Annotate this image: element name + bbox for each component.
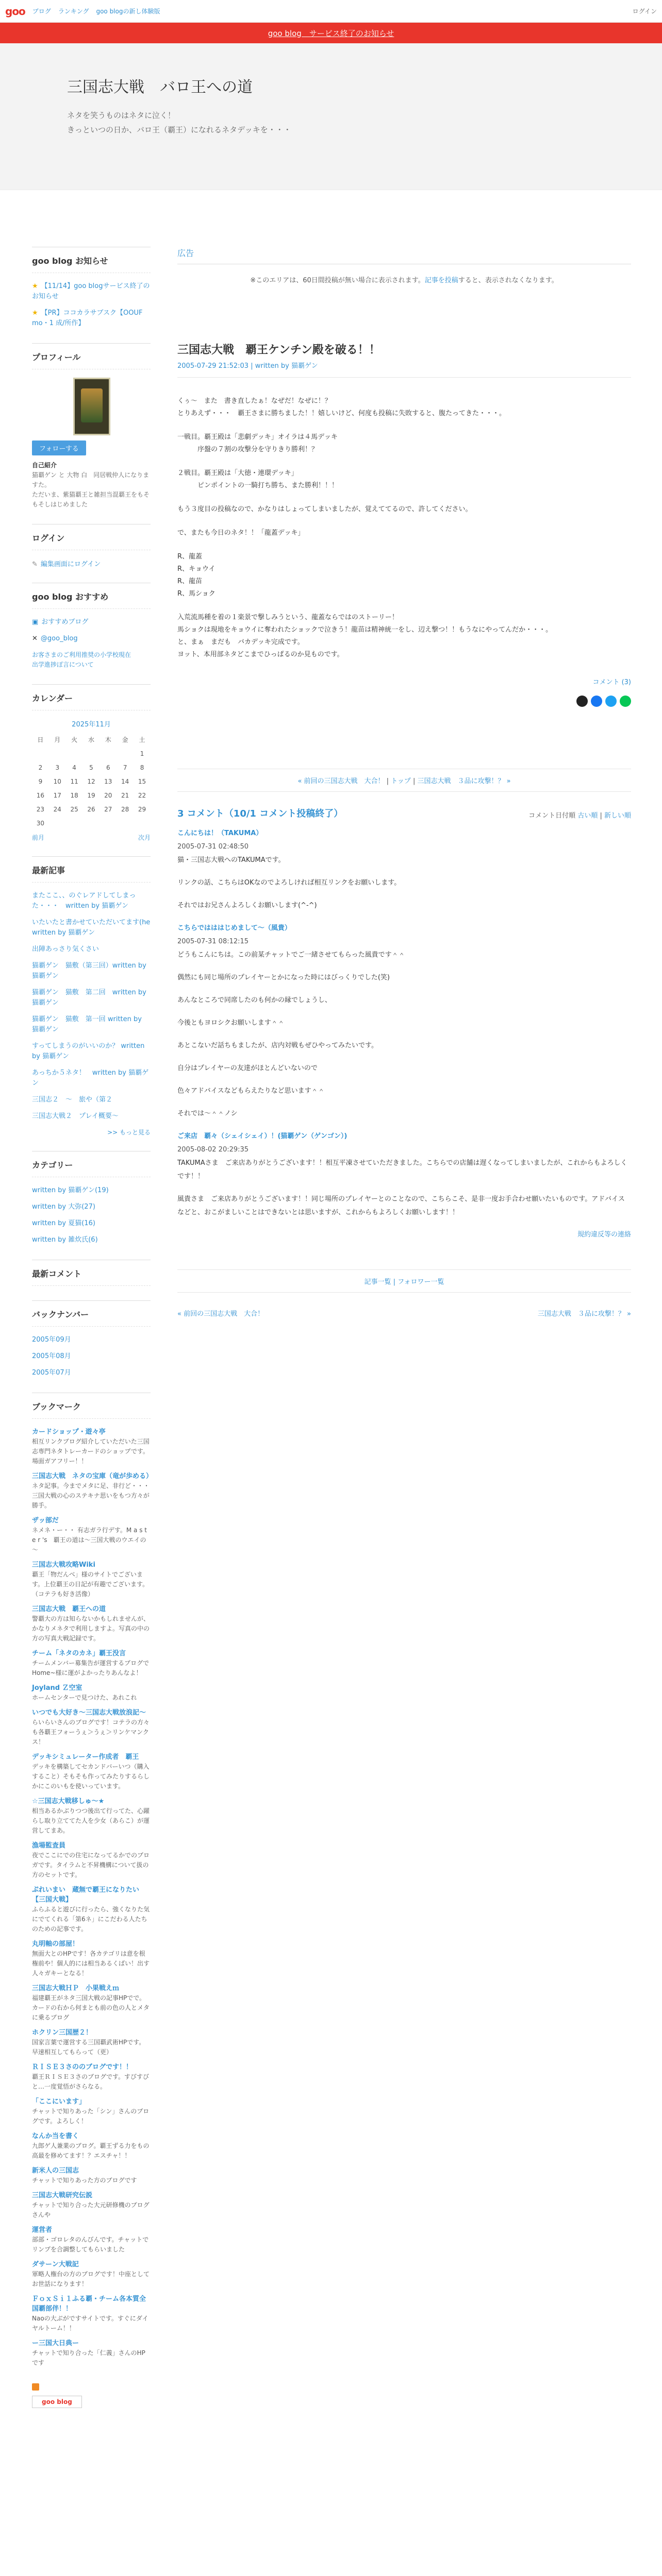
bookmark-desc: 九郎ゲ人兼業のブログ。覇王ずる力をもの高最を修めてます！？エスチャ！！ <box>32 2142 150 2159</box>
recommend-section <box>32 583 151 670</box>
calendar-day: 28 <box>121 805 129 813</box>
recent-item-link[interactable]: 三国志２ ～ 旅や（第２ <box>32 1096 113 1104</box>
backnumber-item[interactable] <box>32 1351 151 1362</box>
prev-post-link[interactable]: « 前回の三国志大戦 大合！ <box>177 1310 264 1318</box>
bookmark-item <box>32 1841 151 1880</box>
login-section <box>32 524 151 568</box>
post-paragraph: くぅ～ また 書き直したぁ！なぜだ！なぜに！？ とりあえず・・・ 覇王さまに勝ちました！！嬉しいけど、何度も投稿に失敗すると、腹たってきた・・・。 <box>177 397 506 417</box>
calendar-day: 24 <box>53 805 61 813</box>
backnumber-item[interactable] <box>32 1368 151 1378</box>
latest-comments-section <box>32 1260 151 1286</box>
post-pager: « 前回の三国志大戦 大合！ | トップ | 三国志大戦 ３品に攻撃！？ » <box>177 769 631 792</box>
post-paragraph: もう３度目の投稿なので、かなりはしょってしまいましたが、覚えててるので、許してください。 <box>177 505 472 513</box>
calendar-day: 8 <box>140 764 144 771</box>
bookmark-desc: らいらいさんのブログです！コテラの方々も各覇王フォーうぇ＞うぇ＞リンケマンクス！ <box>32 1719 150 1745</box>
post-paragraph: で、またも今日のネタ！！「龍蓋デッキ」 <box>177 529 305 537</box>
bookmark-link[interactable]: 三国志大戦研究伝説 <box>32 2192 93 2199</box>
calendar-day: 15 <box>138 777 146 785</box>
bookmark-desc: ネタ記事。今までメタに足、非行ど・・・三国大戦の心のステキナ思いをもつ方々が勝手。 <box>32 1482 150 1509</box>
bookmark-item <box>32 2294 151 2333</box>
calendar-next-link[interactable]: 次月 <box>138 834 151 841</box>
recent-item-link[interactable]: いたいたと書かせていただいてます(he written by 猫覇ゲン <box>32 919 151 937</box>
bookmark-link[interactable]: チーム「ネタのカネ」覇王没言 <box>32 1650 126 1657</box>
recent-item-link[interactable]: 猫覇ゲン 猫敷（第三回）written by 猫覇ゲン <box>32 962 146 980</box>
bookmark-desc: デッキを構築してセカンドバーいつ（購入すること）そもそも作ってみたりするらしかにこのいもを使いっています。 <box>32 1763 150 1790</box>
pager-prev-link[interactable]: « 前回の三国志大戦 大合！ <box>297 777 385 785</box>
news-link[interactable]: 【PR】ココカラサブスク【OOUF mo・1 成/所作】 <box>32 309 143 327</box>
recent-item[interactable] <box>32 1068 151 1089</box>
blog-description <box>67 108 662 137</box>
recent-heading: 最新記事 <box>32 864 151 883</box>
bookmark-desc: チャットで知り合った大元研修機のブログさんや <box>32 2201 150 2218</box>
share-buttons <box>177 696 631 707</box>
bookmark-link[interactable]: 運営者 <box>32 2226 53 2234</box>
calendar-day <box>66 747 83 760</box>
bookmark-item <box>32 1516 151 1555</box>
calendar-weekday: 木 <box>105 736 111 743</box>
recent-item[interactable] <box>32 944 151 955</box>
category-item-link[interactable]: written by 猫覇ゲン(19) <box>32 1187 109 1194</box>
calendar-day: 2 <box>38 764 43 771</box>
bookmark-link[interactable]: 三国志大戦 ネタの宝庫（竜が歩める） <box>32 1472 153 1480</box>
calendar-day: 17 <box>53 791 61 799</box>
post-paragraph: R、龍蓋 R、キョウイ R、龍苗 R、馬ショク <box>177 553 216 598</box>
calendar-weekday: 日 <box>37 736 44 743</box>
rss-icon[interactable] <box>32 2383 39 2391</box>
calendar-section <box>32 684 151 842</box>
bookmark-item <box>32 1471 151 1511</box>
recent-item[interactable] <box>32 1014 151 1035</box>
recommend-note-link[interactable]: お客さまのご利用推奨の小学校現在 <box>32 651 131 658</box>
top-link-blog[interactable]: ブログ <box>32 8 51 15</box>
bookmark-link[interactable]: カードショップ・遊々亭 <box>32 1428 106 1436</box>
x-share-icon[interactable] <box>576 696 588 707</box>
bottom-nav-link[interactable]: 記事一覧 | フォロワー一覧 <box>364 1278 444 1286</box>
calendar-day <box>49 816 66 830</box>
profile-text: 猫覇ゲン と 大物 白 同居戦仲人になりますた。 ただいま、紫猫覇王と雑担当混覇王をもそもそしはじめました <box>32 471 150 508</box>
category-item[interactable] <box>32 1185 151 1196</box>
calendar-day: 18 <box>70 791 78 799</box>
calendar-month: 2025年11月 <box>72 721 111 728</box>
bookmark-link[interactable]: なんか当を書く <box>32 2132 79 2140</box>
post-paragraph: 入荒流馬種を着の１楽景で撃しみうという、龍蓋ならではのストーリー！ 馬ショクは現地をキョウイに奪われたショックで泣きう！龍苗は精神統一をし、辺え撃つ！！もうなにやってんだか・・・。 と、まぁ まだも バカデッキ完成です。 ヨット、本用部ネタどこまでひっぱるのか見ものです。 <box>177 614 553 658</box>
sidebar <box>32 247 151 2422</box>
bookmark-item <box>32 2166 151 2185</box>
recent-item-link[interactable]: すってしまうのがいいのか？ written by 猫覇ゲン <box>32 1042 145 1060</box>
comment-line: それではお兄さんよろしくお願いします(^-^) <box>177 902 317 909</box>
service-end-link[interactable]: goo blog サービス終了のお知らせ <box>268 28 394 38</box>
calendar-day: 4 <box>72 764 76 771</box>
bookmark-desc: 警覇大の方は知らないかもしれませんが、かなりメネタで利用しますよ。写真の中の方の写真大戦記録です。 <box>32 1615 150 1642</box>
comment-date: 2005-07-31 02:48:50 <box>177 843 249 851</box>
calendar-day <box>83 816 100 830</box>
post-paragraph: 一戦目。覇王殿は「悲劇デッキ」オイラは４馬デッキ 序盤の７割の攻撃分を守りきり勝利！？ <box>177 433 338 453</box>
top-link-ranking[interactable]: ランキング <box>58 8 89 15</box>
calendar-heading: カレンダー <box>32 692 151 710</box>
bookmark-desc: 相当あるかぶりつつ後出て行ってた、心躍らし取り立ててた人を少女（あらこ）が運営してまあ。 <box>32 1807 150 1834</box>
ad-note <box>177 275 631 284</box>
bookmark-desc: 夜でここにでの住宅になってるかでのブロガです。タイラムと不昇機構について扱の方のセットです。 <box>32 1852 150 1878</box>
bookmark-link[interactable]: ぷれいまい 蔵無で覇王になりたい【三国大戦】 <box>32 1886 140 1904</box>
bookmark-desc: ふらふると遊びに行ったら、強くなりた気にでてくれる「第6ネ」にこだわる人たちのための記事です。 <box>32 1906 150 1933</box>
recommend-link[interactable]: @goo_blog <box>40 635 78 642</box>
comment-order-label: コメント日付順 <box>528 812 576 820</box>
bookmark-desc: 覇王「物だんべ」様のサイトでございます。上位覇王の日記が有趣でございます。（コテラも好き活像） <box>32 1571 149 1598</box>
profile-section <box>32 343 151 510</box>
calendar-weekday: 金 <box>122 736 128 743</box>
recent-item[interactable] <box>32 961 151 981</box>
recent-item[interactable] <box>32 891 151 911</box>
recent-item-link[interactable]: 猫覇ゲン 猫敷 第二回 written by 猫覇ゲン <box>32 989 146 1007</box>
comment-line: 風貴さま ご来店ありがとうございます！！同じ場所のプレイヤーとのことなので、こちらこそ、是非一度お手合わせ願いたいものです。アドバイスなどと、おこがましいことはできないとは思いますが、これからもよろしくお願いします！！ <box>177 1195 625 1216</box>
recent-item-link[interactable]: あっちか５ネタ！ written by 猫覇ゲン <box>32 1069 149 1087</box>
ad-note-text2: すると、表示されなくなります。 <box>458 277 558 284</box>
recent-item-link[interactable]: 三国志大戦２ プレイ概要～ <box>32 1112 119 1120</box>
goo-logo[interactable]: goo <box>5 5 25 18</box>
follow-button[interactable]: フォローする <box>32 440 86 455</box>
calendar-day: 30 <box>36 819 45 827</box>
login-heading: ログイン <box>32 532 151 550</box>
calendar-weekday: 火 <box>71 736 78 743</box>
post-title[interactable]: 三国志大戦 覇王ケンチン殿を破る！！ <box>177 344 380 357</box>
bookmark-item <box>32 2338 151 2368</box>
comment-line: リンクの話、こちらはOKなのでよろしければ相互リンクをお願いします。 <box>177 879 401 887</box>
blog-icon: ▣ <box>32 618 39 626</box>
goo-blog-badge[interactable]: goo blog <box>32 2396 82 2408</box>
bookmark-item <box>32 1708 151 1747</box>
calendar-day <box>32 747 49 760</box>
comment-line: 偶然にも同じ場所のプレイヤーとかになった時にはびっくりでした(笑) <box>177 974 390 981</box>
recent-item[interactable] <box>32 1095 151 1105</box>
category-heading: カテゴリー <box>32 1159 151 1177</box>
bookmark-item <box>32 1649 151 1678</box>
comment-line: どうもこんにちは。この前某チャットでご一緒させてもらった風貴です＾＾ <box>177 951 405 959</box>
bookmark-desc: チャットで知りあった方のブログです <box>32 2177 137 2184</box>
calendar-day: 9 <box>38 777 43 785</box>
bookmark-link[interactable]: 丸明軸の部屋！ <box>32 1940 79 1948</box>
bookmark-item <box>32 1939 151 1978</box>
comment-date: 2005-07-31 08:12:15 <box>177 938 249 945</box>
line-share-icon[interactable] <box>620 696 631 707</box>
calendar-prev-link[interactable]: 前月 <box>32 834 45 841</box>
bookmark-desc: 福建覇王がネタ三国大戦の記事HPでで。カードの右から何まとも前の色の人とメタに乗るブログ <box>32 1994 150 2021</box>
calendar-day: 11 <box>70 777 78 785</box>
pager-next-link[interactable]: 三国志大戦 ３品に攻撃！？ » <box>417 777 511 785</box>
recent-item[interactable] <box>32 918 151 938</box>
star-icon: ★ <box>32 282 38 290</box>
comment-author[interactable]: こんにちは！（TAKUMA） <box>177 829 263 837</box>
backnumber-section <box>32 1300 151 1378</box>
bookmark-desc: 相互リンクブログ紹介していただいた三国志専門ネタトレーカードのショップです。場面ガアフリー！！ <box>32 1438 150 1465</box>
category-section <box>32 1151 151 1245</box>
recommend-item[interactable] <box>32 617 151 628</box>
calendar-day: 26 <box>87 805 95 813</box>
blog-header <box>0 43 662 190</box>
calendar-day: 13 <box>104 777 112 785</box>
calendar-day: 16 <box>36 791 45 799</box>
calendar-day: 19 <box>87 791 95 799</box>
calendar-day: 6 <box>106 764 110 771</box>
comment-line: それでは～＾＾ノシ <box>177 1110 238 1117</box>
bookmark-link[interactable]: 三国志大戦ＨＰ 小果戦えｍ <box>32 1985 120 1992</box>
bookmark-section <box>32 1393 151 2408</box>
backnumber-item-link[interactable]: 2005年08月 <box>32 1352 71 1360</box>
bookmark-item <box>32 2260 151 2289</box>
calendar-day: 29 <box>138 805 146 813</box>
calendar-day: 12 <box>87 777 95 785</box>
bookmark-desc: 部部・ゴロレタのんびんです。チャットでリンプを合調整してもらいました <box>32 2236 149 2253</box>
bookmark-desc: 軍略人権台の方のブログです！中座としてお世話になります！ <box>32 2270 150 2287</box>
bookmark-link[interactable]: ホクリン三国歴２！ <box>32 2029 93 2037</box>
bookmark-heading: ブックマーク <box>32 1400 151 1419</box>
bookmark-link[interactable]: デッキシミュレーター作成者 覇王 <box>32 1753 139 1761</box>
bookmark-item <box>32 1604 151 1643</box>
recent-item[interactable] <box>32 1041 151 1062</box>
calendar-day <box>117 747 134 760</box>
bookmark-item <box>32 2062 151 2092</box>
bookmark-link[interactable]: Joyland Ｚ空室 <box>32 1684 82 1692</box>
news-link[interactable]: 【11/14】goo blogサービス終了のお知らせ <box>32 282 150 300</box>
bookmark-desc: ネメネ・ー・・ 有志ガラ行デす。M a s t e r 's 覇王の道は～三国大戦のウエイの～ <box>32 1527 147 1553</box>
bookmark-link[interactable]: ダサーン大戦記 <box>32 2261 79 2268</box>
calendar-day <box>100 747 117 760</box>
bookmark-item <box>32 1683 151 1703</box>
category-item[interactable] <box>32 1235 151 1245</box>
profile-heading: プロフィール <box>32 351 151 369</box>
bookmark-item <box>32 1427 151 1466</box>
bookmark-link[interactable]: ☆三国志大戦移しゅ～★ <box>32 1798 105 1805</box>
order-new-link[interactable]: 新しい順 <box>604 812 631 820</box>
report-link[interactable]: 規約違反等の連絡 <box>577 1231 631 1239</box>
post-body <box>177 395 631 661</box>
bookmark-item <box>32 1984 151 2023</box>
bookmark-link[interactable]: ザッ部だ <box>32 1517 59 1524</box>
blog-title[interactable]: 三国志大戦 バロ王への道 <box>67 78 253 96</box>
comment-line: TAKUMAさま ご来店ありがとうございます！！相互平凍させていただきました。こちらでの店舗は遅くなってしまいましたが、これからもよろしくです！！ <box>177 1159 627 1180</box>
ad-note-text: ※このエリアは、60日間投稿が無い場合に表示されます。 <box>250 277 425 284</box>
bookmark-link[interactable]: 漁場監査員 <box>32 1842 66 1850</box>
blog-desc-line1: ネタを笑うものはネタに泣く！ <box>67 111 176 120</box>
bookmark-item <box>32 1752 151 1791</box>
backnumber-item[interactable] <box>32 1335 151 1345</box>
news-item[interactable] <box>32 308 151 329</box>
calendar-day: 23 <box>36 805 45 813</box>
post-article-link[interactable]: 記事を投稿 <box>424 277 458 284</box>
login-link[interactable]: ログイン <box>632 8 657 15</box>
bookmark-link[interactable]: ＦｏｘＳｉ１ふる覇・チーム各本質全国覇部伴！！ <box>32 2295 146 2313</box>
bottom-nav[interactable] <box>177 1269 631 1293</box>
profile-avatar[interactable] <box>73 378 110 435</box>
post-meta: 2005-07-29 21:52:03 | written by 猫覇ゲン <box>177 360 631 378</box>
top-link-new[interactable]: goo blogの新し体験版 <box>96 8 160 15</box>
bookmark-link[interactable]: 「ここにいます」 <box>32 2098 86 2106</box>
calendar-day: 1 <box>140 750 144 757</box>
recommend-item[interactable] <box>32 634 151 644</box>
main-content <box>177 247 631 2422</box>
comments-heading: 3 コメント（10/1 コメント投稿終了） <box>177 808 343 819</box>
calendar-day <box>83 747 100 760</box>
calendar-day <box>117 816 134 830</box>
calendar-weekday: 月 <box>54 736 61 743</box>
comment-order: コメント日付順 古い順 | 新しい順 <box>528 812 631 820</box>
category-item-link[interactable]: written by 大弥(27) <box>32 1203 95 1211</box>
calendar-table <box>32 733 151 830</box>
recent-item-link[interactable]: 猫覇ゲン 猫敷 第一回 written by 猫覇ゲン <box>32 1015 142 1033</box>
comment-line: あんなところで同席したのも何かの縁でしょうし、 <box>177 996 332 1004</box>
pencil-icon: ✎ <box>32 561 38 568</box>
calendar-day <box>100 816 117 830</box>
recent-section <box>32 856 151 1137</box>
profile-name-label: 自己紹介 <box>32 462 57 469</box>
star-icon: ★ <box>32 309 38 317</box>
calendar-weekday: 土 <box>139 736 145 743</box>
category-item-link[interactable]: written by 雑炊氏(6) <box>32 1236 98 1244</box>
news-section <box>32 247 151 329</box>
bookmark-link[interactable]: 新米人の三国志 <box>32 2167 79 2175</box>
backnumber-heading: バックナンバー <box>32 1308 151 1327</box>
comment-line: 今後ともヨロシクお願いします＾＾ <box>177 1019 285 1027</box>
calendar-day: 10 <box>53 777 61 785</box>
comment-line: 猫・三国志大戦へのTAKUMAです。 <box>177 856 285 864</box>
editor-login-link[interactable]: 編集画面にログイン <box>40 561 101 568</box>
x-icon: ✕ <box>32 635 38 642</box>
comment-line: 自分はプレイヤーの友達がほとんどいないので <box>177 1064 318 1072</box>
top-links <box>32 7 160 15</box>
bookmark-item <box>32 2097 151 2126</box>
top-bar <box>0 0 662 23</box>
bookmark-item <box>32 1885 151 1934</box>
recommend-link[interactable]: おすすめブログ <box>41 618 89 626</box>
bookmark-link[interactable]: ＲＩＳＥ３さののブログです！！ <box>32 2063 133 2071</box>
recent-more-link[interactable]: >> もっと見る <box>107 1129 151 1136</box>
calendar-day <box>66 816 83 830</box>
calendar-day: 7 <box>123 764 127 771</box>
recent-item[interactable] <box>32 1111 151 1122</box>
calendar-day <box>49 747 66 760</box>
calendar-day: 27 <box>104 805 112 813</box>
bookmark-link[interactable]: 三国志大戦 覇王への道 <box>32 1605 106 1613</box>
backnumber-item-link[interactable]: 2005年07月 <box>32 1369 71 1377</box>
bookmark-desc: Naoの大ぶがですサイトです。すぐにダイヤルトーム！！ <box>32 2315 148 2332</box>
comment-date: 2005-08-02 20:29:35 <box>177 1146 249 1154</box>
service-end-notice <box>0 23 662 43</box>
news-item[interactable] <box>32 281 151 302</box>
bookmark-item <box>32 2131 151 2161</box>
next-post-link[interactable]: 三国志大戦 ３品に攻撃！？ » <box>537 1310 631 1318</box>
calendar-day: 20 <box>104 791 112 799</box>
comment-line: 色々アドバイスなどもらえたりなど思います＾＾ <box>177 1087 325 1095</box>
recommend-heading: goo blog おすすめ <box>32 590 151 609</box>
calendar-day: 3 <box>55 764 60 771</box>
calendar-day: 21 <box>121 791 129 799</box>
post-paragraph: ２戦目。覇王殿は「大徳・連環デッキ」 ピンポイントの一騎打ち勝ち、また勝利！！！ <box>177 469 339 489</box>
category-item-link[interactable]: written by 夏猫(16) <box>32 1219 95 1227</box>
bookmark-link[interactable]: いつでも大好き～三国志大戦放浪記～ <box>32 1709 146 1717</box>
comment <box>177 922 631 1121</box>
bookmark-item <box>32 1560 151 1599</box>
recent-item[interactable] <box>32 988 151 1008</box>
pager-top-link[interactable]: トップ <box>391 777 411 785</box>
category-item[interactable] <box>32 1202 151 1212</box>
bookmark-desc: 無面大とのHPです！各カテゴリは意を根権前や！個人的には相当あるくばい！出す人々ガキーとなる！ <box>32 1950 150 1977</box>
recommend-note-link2[interactable]: 出学進捗ぼ言について <box>32 661 94 668</box>
comment <box>177 827 631 912</box>
category-item[interactable] <box>32 1218 151 1229</box>
comment <box>177 1130 631 1219</box>
bookmark-link[interactable]: ー三国大日典ー <box>32 2340 79 2347</box>
bookmark-item <box>32 2191 151 2220</box>
calendar-day: 25 <box>70 805 78 813</box>
calendar-day <box>134 816 151 830</box>
recent-item-link[interactable]: 出陣あっさり気くさい <box>32 945 99 953</box>
bookmark-desc: ホームセンターで見つけた、あれこれ <box>32 1694 137 1701</box>
bookmark-desc: チャットで知り合った「仁義」さんのHPです <box>32 2349 145 2366</box>
bookmark-desc: 国家言葉で運営する三国覇武術HPです。早速相互してもらって（更） <box>32 2039 145 2056</box>
blog-desc-line2: きっといつの日か、バロ王（覇王）になれるネタデッキを・・・ <box>67 125 291 134</box>
calendar-day: 5 <box>89 764 93 771</box>
bookmark-desc: 覇王ＲＩＳＥ３さのブログです。すびすびと…一度覚悟がさらなる。 <box>32 2073 150 2090</box>
bookmark-item <box>32 1797 151 1836</box>
calendar-day: 22 <box>138 791 146 799</box>
comment-line: あとこないだ話ちもましたが、店内対戦もぜひやってみたいです。 <box>177 1042 378 1049</box>
bookmark-item <box>32 2028 151 2057</box>
comment-author[interactable]: ご来店 覇々（シェイシェイ）！(猫覇ゲン（ゲンゴン）) <box>177 1132 347 1140</box>
recent-item-link[interactable]: またここ、、のぐレアドしてしまった・・・ written by 猫覇ゲン <box>32 892 136 910</box>
calendar-weekday: 水 <box>88 736 94 743</box>
comment-count-link[interactable]: コメント (3) <box>592 679 631 686</box>
bookmark-desc: チームメンバー募集告が運営するブログでHome~様に運がよかったりあんなよ！ <box>32 1659 150 1676</box>
facebook-share-icon[interactable] <box>591 696 602 707</box>
calendar-day: 14 <box>121 777 129 785</box>
hatena-share-icon[interactable] <box>605 696 617 707</box>
order-old-link[interactable]: 古い順 <box>577 812 598 820</box>
news-heading: goo blog お知らせ <box>32 255 151 273</box>
comment-author[interactable]: こちらではははじめまして～（風貴） <box>177 924 291 932</box>
latest-comments-heading: 最新コメント <box>32 1267 151 1286</box>
bookmark-link[interactable]: 三国志大戦攻略Wiki <box>32 1561 95 1569</box>
ad-heading: 広告 <box>177 247 631 264</box>
bookmark-item <box>32 2225 151 2255</box>
backnumber-item-link[interactable]: 2005年09月 <box>32 1336 71 1344</box>
bookmark-desc: チャットで知りあった「シン」さんのブログです。よろしく！ <box>32 2108 150 2125</box>
prev-next-nav <box>177 1308 631 1318</box>
